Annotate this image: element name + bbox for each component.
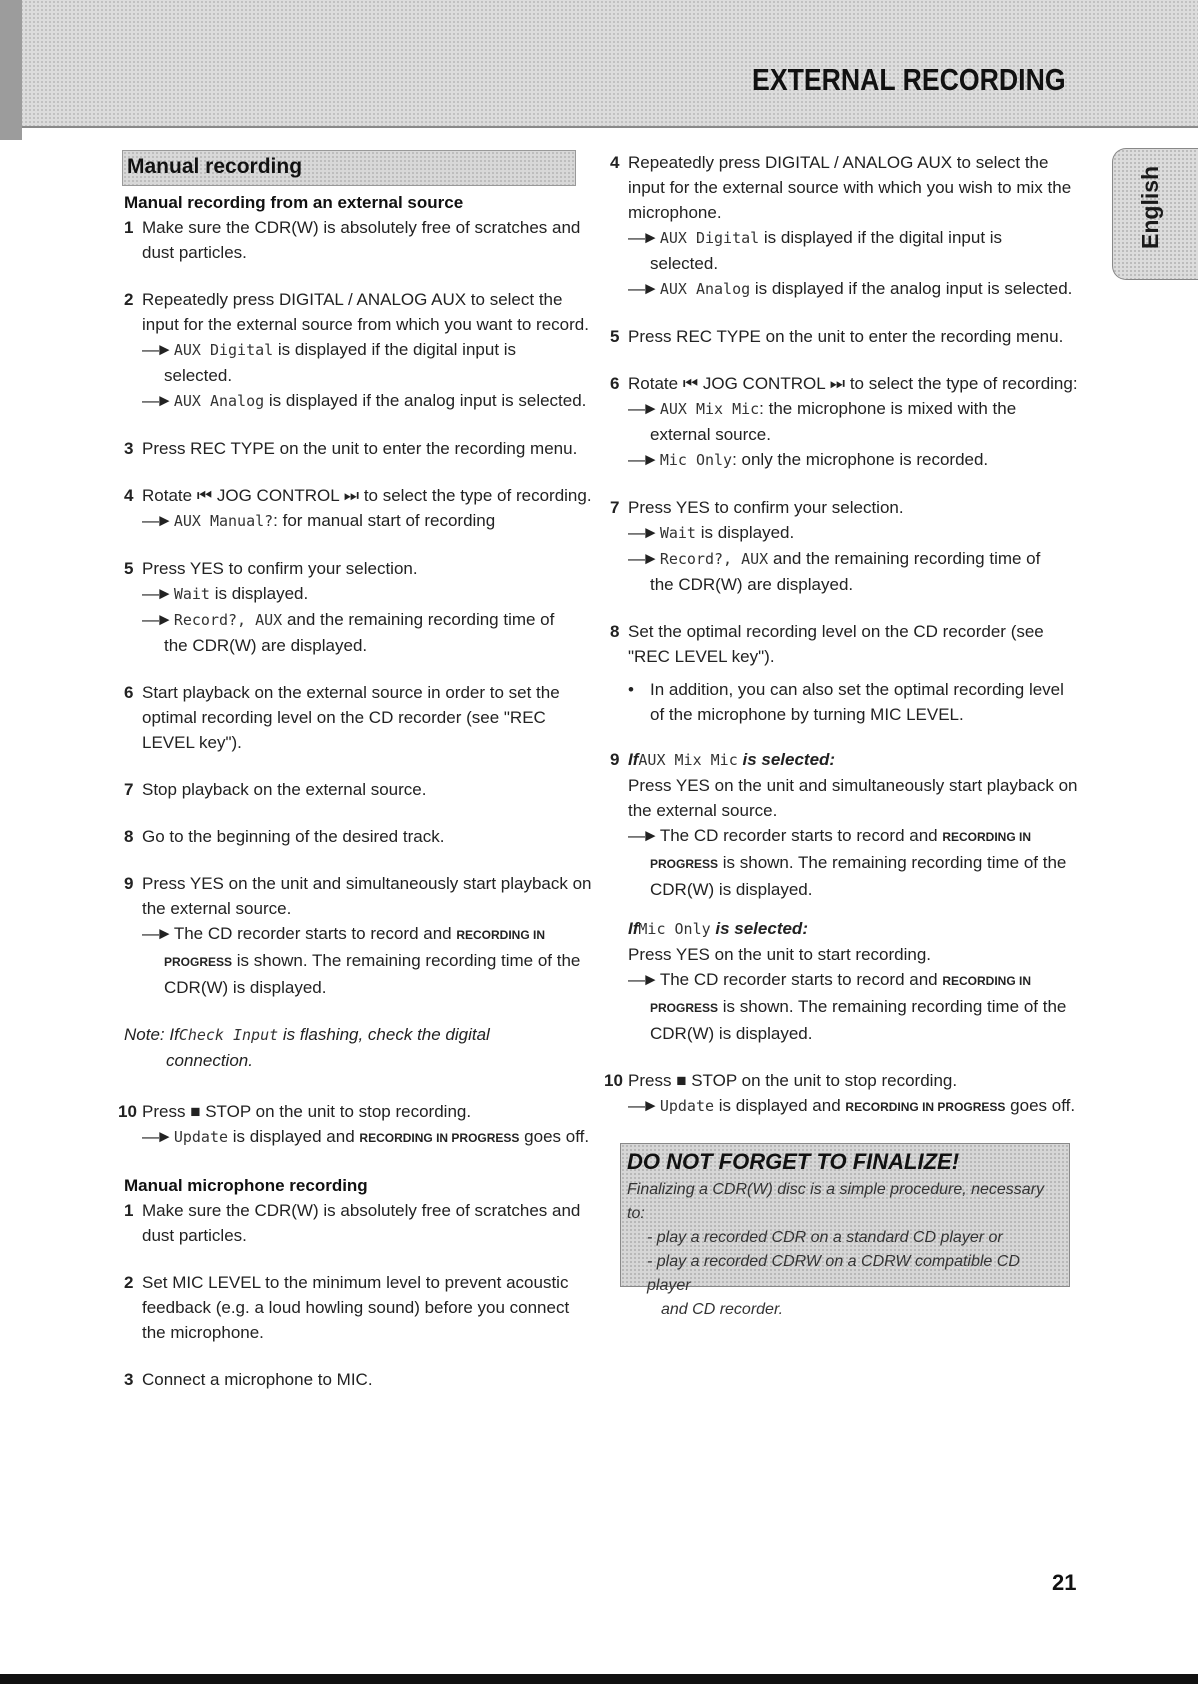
condition-if: If xyxy=(628,919,639,938)
step-text: Press xyxy=(142,1102,186,1121)
display-text: Wait xyxy=(659,524,696,542)
step-number: 5 xyxy=(610,327,620,346)
result-text: The CD recorder starts to record and xyxy=(659,826,938,845)
display-text: AUX Digital xyxy=(173,341,274,359)
section-title-box xyxy=(122,150,576,186)
step-text: to select the type of recording. xyxy=(363,486,592,505)
step-text: Connect a microphone to MIC. xyxy=(142,1370,373,1389)
step-number: 10 xyxy=(604,1071,623,1090)
result-line xyxy=(628,396,1080,447)
mic-step-3 xyxy=(124,1367,594,1392)
step-7 xyxy=(124,777,594,802)
condition-text: is selected: xyxy=(742,750,836,769)
right-step-7 xyxy=(610,495,1080,597)
result-continuation xyxy=(628,850,1080,877)
step-number: 10 xyxy=(118,1102,137,1121)
stop-icon: ■ xyxy=(676,1071,687,1090)
finalize-line: Finalizing a CDR(W) disc is a simple procedure, necessary to: xyxy=(627,1181,1045,1222)
right-step-5 xyxy=(610,324,1080,349)
step-number: 1 xyxy=(124,218,134,237)
result-continuation: CDR(W) is displayed. xyxy=(650,880,813,899)
step-number: 7 xyxy=(610,498,620,517)
result-text: is displayed if the analog input is selected. xyxy=(754,279,1073,298)
next-icon: ⏭ xyxy=(343,486,360,505)
step-text: Press REC TYPE on the unit to enter the recording menu. xyxy=(628,327,1064,346)
left-column xyxy=(118,150,594,1414)
small-caps-text: RECORDING IN xyxy=(456,928,546,942)
result-text: is displayed if the digital input is xyxy=(277,340,517,359)
step-text: Rotate xyxy=(628,374,679,393)
result-continuation: external source. xyxy=(650,425,771,444)
right-column xyxy=(604,150,1080,1142)
result-continuation xyxy=(142,948,594,975)
display-text: AUX Analog xyxy=(659,280,751,298)
arrow-icon: —► xyxy=(142,1127,170,1146)
external-source-heading: Manual recording from an external source xyxy=(124,193,464,212)
arrow-icon: —► xyxy=(142,511,170,530)
right-step-9 xyxy=(610,747,1080,902)
display-text: Mic Only xyxy=(659,451,733,469)
step-text: Press YES on the unit and simultaneously start playback on the external source. xyxy=(628,776,1078,820)
step-text: Press YES to confirm your selection. xyxy=(628,498,904,517)
result-text: is displayed. xyxy=(700,523,795,542)
arrow-icon: —► xyxy=(628,970,656,989)
result-text: is displayed if the analog input is selected. xyxy=(268,391,587,410)
step-text: Set MIC LEVEL to the minimum level to prevent acoustic feedback (e.g. a loud howling sound) before you connect the microphone. xyxy=(142,1273,570,1342)
step-8 xyxy=(124,824,594,849)
small-caps-text: RECORDING IN PROGRESS xyxy=(845,1100,1006,1114)
display-text: AUX Manual? xyxy=(173,512,274,530)
result-text: goes off. xyxy=(1010,1096,1076,1115)
right-step-8 xyxy=(610,619,1080,669)
small-caps-text: RECORDING IN xyxy=(942,974,1032,988)
result-continuation: CDR(W) is displayed. xyxy=(164,978,327,997)
result-line xyxy=(628,823,1080,902)
step-4 xyxy=(124,483,594,534)
arrow-icon: —► xyxy=(142,391,170,410)
result-text: is displayed and xyxy=(232,1127,355,1146)
mic-step-1 xyxy=(124,1198,594,1248)
step-text: Press YES on the unit and simultaneously start playback on the external source. xyxy=(142,874,592,918)
result-continuation: the CDR(W) are displayed. xyxy=(164,636,368,655)
small-caps-text: PROGRESS xyxy=(164,955,233,969)
result-text: : only the microphone is recorded. xyxy=(732,450,989,469)
display-text: Mic Only xyxy=(638,920,711,938)
step-6 xyxy=(124,680,594,755)
result-text: is displayed and xyxy=(718,1096,841,1115)
step-text: Set the optimal recording level on the CD recorder (see "REC LEVEL key"). xyxy=(628,622,1044,666)
step-number: 8 xyxy=(124,827,134,846)
previous-icon: ⏮ xyxy=(196,486,213,505)
step-number: 3 xyxy=(124,439,134,458)
condition-text: is selected: xyxy=(715,919,808,938)
step-number: 8 xyxy=(610,622,620,641)
result-text: goes off. xyxy=(524,1127,590,1146)
right-step-6 xyxy=(610,371,1080,473)
note-continuation: connection. xyxy=(166,1051,253,1070)
result-text: is shown. The remaining recording time of the xyxy=(236,951,581,970)
arrow-icon: —► xyxy=(628,1096,656,1115)
result-text: : for manual start of recording xyxy=(273,511,496,530)
finalize-reminder-box xyxy=(620,1143,1070,1318)
result-text: : the microphone is mixed with the xyxy=(759,399,1017,418)
small-caps-text: RECORDING IN xyxy=(942,830,1032,844)
step-number: 2 xyxy=(124,290,134,309)
display-text: AUX Digital xyxy=(659,229,760,247)
step-number: 5 xyxy=(124,559,134,578)
step-text: STOP on the unit to stop recording. xyxy=(205,1102,472,1121)
header-edge-strip xyxy=(0,0,22,140)
result-line xyxy=(142,1124,594,1151)
step-text: STOP on the unit to stop recording. xyxy=(691,1071,958,1090)
display-text: AUX Mix Mic xyxy=(638,751,738,769)
step-number: 6 xyxy=(124,683,134,702)
language-tab xyxy=(1112,148,1198,280)
page-title: EXTERNAL RECORDING xyxy=(752,62,1066,97)
next-icon: ⏭ xyxy=(829,374,846,393)
step-number: 9 xyxy=(124,874,134,893)
result-text: is displayed. xyxy=(214,584,309,603)
step-number: 4 xyxy=(124,486,134,505)
display-text: AUX Analog xyxy=(173,392,265,410)
mic-recording-heading: Manual microphone recording xyxy=(124,1176,368,1195)
bullet-item xyxy=(610,677,1080,727)
arrow-icon: —► xyxy=(142,340,170,359)
step-5 xyxy=(124,556,594,658)
display-text: Update xyxy=(173,1128,229,1146)
finalize-title: DO NOT FORGET TO FINALIZE! xyxy=(627,1149,960,1174)
step-2 xyxy=(124,287,594,414)
result-line xyxy=(628,276,1080,302)
display-text: Check Input xyxy=(178,1026,279,1044)
display-text: Wait xyxy=(173,585,210,603)
step-number: 2 xyxy=(124,1273,134,1292)
bullet-dot-icon: • xyxy=(628,680,634,699)
display-text: Update xyxy=(659,1097,715,1115)
result-line xyxy=(142,607,594,658)
result-line xyxy=(142,337,594,388)
result-line xyxy=(142,508,594,534)
arrow-icon: —► xyxy=(628,450,656,469)
step-text: to select the type of recording: xyxy=(849,374,1078,393)
result-line xyxy=(628,447,1080,473)
result-text: and the remaining recording time of xyxy=(772,549,1041,568)
arrow-icon: —► xyxy=(628,399,656,418)
step-9 xyxy=(124,871,594,1000)
result-line xyxy=(628,967,1080,1046)
result-text: The CD recorder starts to record and xyxy=(659,970,938,989)
arrow-icon: —► xyxy=(628,523,656,542)
result-line xyxy=(142,921,594,1000)
step-text: Repeatedly press DIGITAL / ANALOG AUX to select the input for the external source with which you wish to mix the microphone. xyxy=(628,153,1072,222)
step-number: 1 xyxy=(124,1201,134,1220)
note-prefix: Note: If xyxy=(124,1025,179,1044)
arrow-icon: —► xyxy=(628,549,656,568)
arrow-icon: —► xyxy=(628,228,656,247)
right-step-9b xyxy=(610,916,1080,1046)
step-1 xyxy=(124,215,594,265)
result-continuation: the CDR(W) are displayed. xyxy=(650,575,854,594)
result-continuation: CDR(W) is displayed. xyxy=(650,1024,813,1043)
previous-icon: ⏮ xyxy=(682,374,699,393)
step-text: Start playback on the external source in order to set the optimal recording level on the CD recorder (see "REC LEVEL key"). xyxy=(142,683,560,752)
finalize-line: and CD recorder. xyxy=(661,1301,784,1318)
right-step-10 xyxy=(604,1068,1080,1120)
step-text: Press xyxy=(628,1071,672,1090)
bullet-text: In addition, you can also set the optimal recording level of the microphone by turning MIC LEVEL. xyxy=(650,680,1064,724)
condition-if: If xyxy=(628,750,639,769)
display-text: Record?, AUX xyxy=(659,550,769,568)
step-number: 7 xyxy=(124,780,134,799)
small-caps-text: RECORDING IN PROGRESS xyxy=(359,1131,520,1145)
page-number: 21 xyxy=(1052,1570,1077,1595)
arrow-icon: —► xyxy=(628,826,656,845)
result-line xyxy=(628,1093,1080,1120)
result-text: is shown. The remaining recording time of the xyxy=(722,997,1067,1016)
step-number: 9 xyxy=(610,750,620,769)
result-continuation: selected. xyxy=(650,254,719,273)
step-text: Press YES on the unit to start recording. xyxy=(628,945,932,964)
right-step-4 xyxy=(610,150,1080,302)
step-text: Repeatedly press DIGITAL / ANALOG AUX to select the input for the external source from which you want to record. xyxy=(142,290,589,334)
small-caps-text: PROGRESS xyxy=(650,857,719,871)
finalize-line: - play a recorded CDRW on a CDRW compatible CD player xyxy=(647,1253,1020,1294)
step-text: JOG CONTROL xyxy=(216,486,340,505)
step-text: Stop playback on the external source. xyxy=(142,780,427,799)
arrow-icon: —► xyxy=(142,924,170,943)
section-title: Manual recording xyxy=(127,155,303,178)
result-continuation: selected. xyxy=(164,366,233,385)
finalize-line: - play a recorded CDR on a standard CD player or xyxy=(647,1229,1003,1246)
small-caps-text: PROGRESS xyxy=(650,1001,719,1015)
step-number: 4 xyxy=(610,153,620,172)
footer-bar xyxy=(0,1674,1198,1684)
result-line xyxy=(628,546,1080,597)
result-line xyxy=(628,520,1080,546)
arrow-icon: —► xyxy=(628,279,656,298)
result-text: The CD recorder starts to record and xyxy=(173,924,452,943)
step-text: JOG CONTROL xyxy=(702,374,826,393)
step-10 xyxy=(118,1099,594,1151)
step-number: 6 xyxy=(610,374,620,393)
result-line xyxy=(142,388,594,414)
step-text: Make sure the CDR(W) is absolutely free of scratches and dust particles. xyxy=(142,1201,581,1245)
step-text: Make sure the CDR(W) is absolutely free of scratches and dust particles. xyxy=(142,218,581,262)
step-text: Press REC TYPE on the unit to enter the recording menu. xyxy=(142,439,578,458)
step-text: Rotate xyxy=(142,486,193,505)
arrow-icon: —► xyxy=(142,584,170,603)
step-number: 3 xyxy=(124,1370,134,1389)
step-text: Press YES to confirm your selection. xyxy=(142,559,418,578)
step-text: Go to the beginning of the desired track. xyxy=(142,827,445,846)
language-tab-label: English xyxy=(1137,165,1163,249)
note-text: is flashing, check the digital xyxy=(282,1025,490,1044)
mic-step-2 xyxy=(124,1270,594,1345)
result-line xyxy=(628,225,1080,276)
step-3 xyxy=(124,436,594,461)
arrow-icon: —► xyxy=(142,610,170,629)
display-text: AUX Mix Mic xyxy=(659,400,760,418)
result-text: is shown. The remaining recording time of the xyxy=(722,853,1067,872)
stop-icon: ■ xyxy=(190,1102,201,1121)
note xyxy=(124,1022,594,1073)
result-text: is displayed if the digital input is xyxy=(763,228,1003,247)
result-line xyxy=(142,581,594,607)
result-continuation xyxy=(628,994,1080,1021)
display-text: Record?, AUX xyxy=(173,611,283,629)
result-text: and the remaining recording time of xyxy=(286,610,555,629)
